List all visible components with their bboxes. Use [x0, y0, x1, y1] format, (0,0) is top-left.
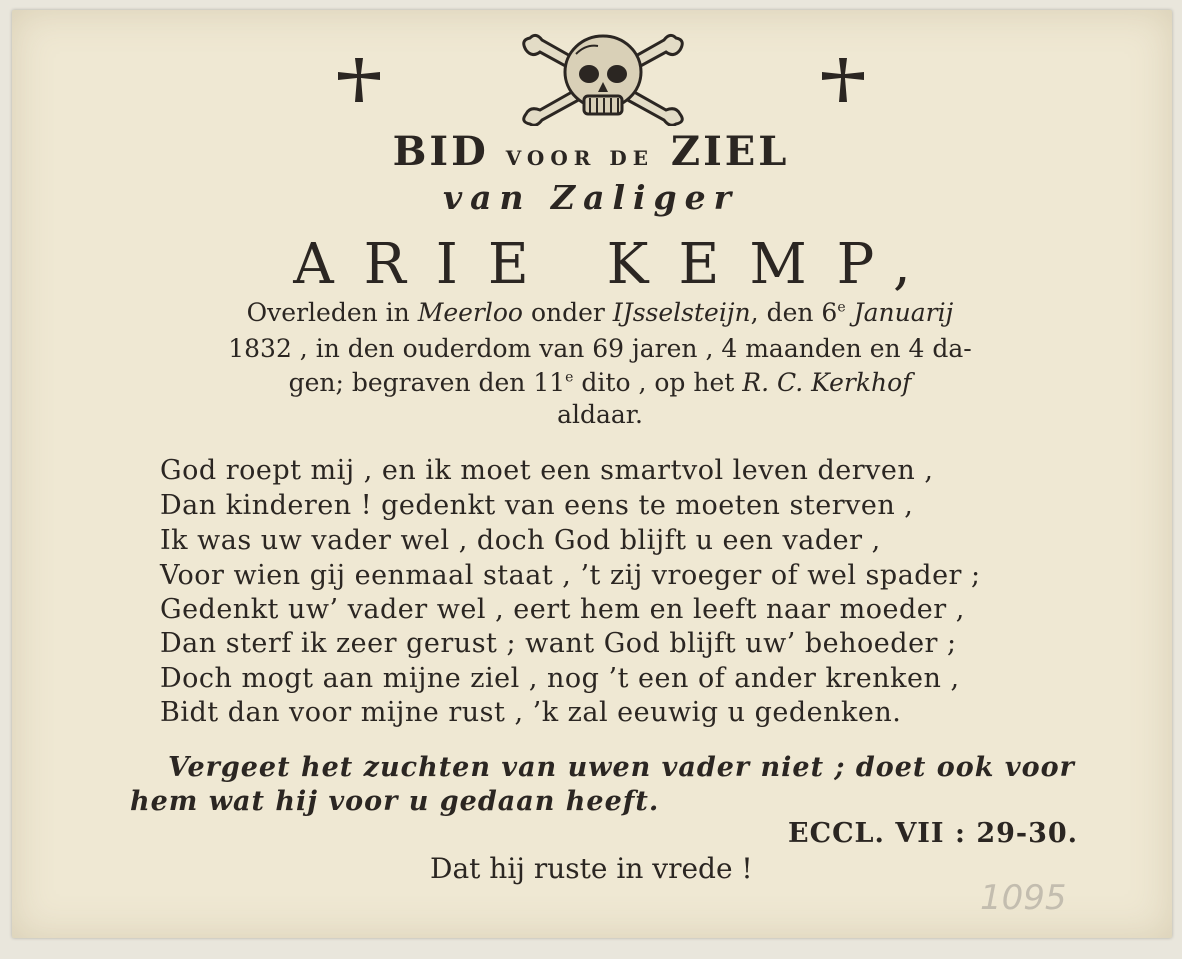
verse-line: God roept mij , en ik moet een smartvol leven derven , [160, 455, 934, 486]
scripture-quote-line-1: Vergeet het zuchten van uwen vader niet ; doet ook voor [168, 752, 1075, 783]
verse-line: Dan kinderen ! gedenkt van eens te moeten sterven , [160, 490, 914, 521]
verse-line: Dan sterf ik zeer gerust ; want God blijft uw’ behoeder ; [160, 628, 957, 659]
heading-van-zaliger: van Zaliger [442, 178, 740, 217]
death-info-line-1: Overleden in Meerloo onder IJsselsteijn, den 6e Januarij [246, 298, 954, 327]
scripture-quote-line-2: hem wat hij voor u gedaan heeft. [130, 786, 660, 817]
verse-line: Doch mogt aan mijne ziel , nog ’t een of ander krenken , [160, 663, 960, 694]
verse-line: Bidt dan voor mijne rust , ’k zal eeuwig u gedenken. [160, 697, 902, 728]
scripture-reference: ECCL. VII : 29-30. [788, 818, 1079, 849]
skull-crossbones-icon [516, 30, 690, 126]
verse-line: Ik was uw vader wel , doch God blijft u een vader , [160, 525, 881, 556]
cross-right-icon [818, 56, 868, 106]
death-info-line-2: 1832 , in den ouderdom van 69 jaren , 4 maanden en 4 da- [228, 334, 972, 363]
deceased-name: ARIE KEMP, [293, 232, 941, 297]
pencil-inventory-number: 1095 [980, 878, 1067, 918]
verse-line: Gedenkt uw’ vader wel , eert hem en leeft naar moeder , [160, 594, 965, 625]
verse-line: Voor wien gij eenmaal staat , ’t zij vroeger of wel spader ; [160, 560, 981, 591]
cross-left-icon [334, 56, 384, 106]
death-info-line-4: aldaar. [557, 400, 643, 429]
closing-prayer: Dat hij ruste in vrede ! [430, 852, 753, 885]
heading-bid-voor-de-ziel: BID VOOR DE ZIEL [392, 128, 790, 175]
death-info-line-3: gen; begraven den 11e dito , op het R. C. Kerkhof [288, 368, 912, 397]
